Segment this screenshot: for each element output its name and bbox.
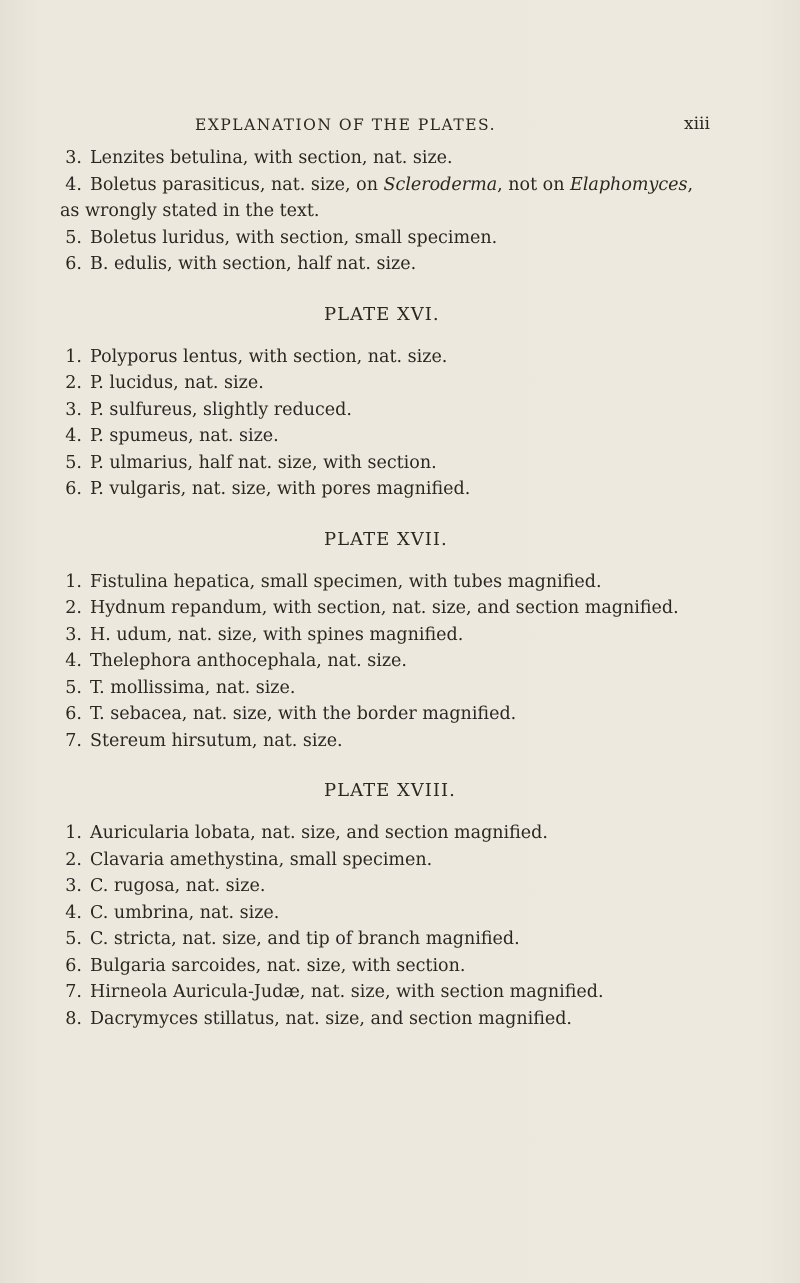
item-number: 5. xyxy=(65,452,82,473)
list-item xyxy=(0,172,800,199)
item-text-italic: Elaphomyces xyxy=(570,174,688,195)
item-text: Clavaria amethystina, small specimen. xyxy=(90,849,433,870)
item-number: 1. xyxy=(65,346,82,367)
item-text-pre: Boletus parasiticus, nat. size, on xyxy=(90,174,384,195)
item-text: Lenzites betulina, with section, nat. size. xyxy=(90,148,453,168)
list-item xyxy=(0,873,800,900)
item-number: 6. xyxy=(65,955,82,976)
item-number: 6. xyxy=(65,254,82,274)
list-item xyxy=(0,953,800,980)
item-text: P. ulmarius, half nat. size, with section. xyxy=(90,452,437,473)
item-text: Fistulina hepatica, small specimen, with tubes magnified. xyxy=(90,571,602,592)
item-text-mid: , not on xyxy=(497,174,571,195)
item-text: Bulgaria sarcoides, nat. size, with section. xyxy=(90,955,466,976)
list-item xyxy=(0,370,800,397)
item-text: P. lucidus, nat. size. xyxy=(90,373,264,393)
item-text: C. rugosa, nat. size. xyxy=(90,876,266,896)
list-item xyxy=(0,622,800,649)
list-item xyxy=(0,344,800,371)
plate-heading: PLATE XVI. xyxy=(324,303,440,325)
item-number: 2. xyxy=(65,373,82,393)
item-number: 5. xyxy=(65,929,82,949)
item-number: 2. xyxy=(65,598,82,618)
item-number: 4. xyxy=(65,426,82,446)
item-text-italic: Scleroderma xyxy=(383,174,498,195)
item-number: 7. xyxy=(65,982,82,1002)
item-number: 3. xyxy=(65,624,82,645)
item-number: 2. xyxy=(65,849,82,870)
list-item xyxy=(0,701,800,728)
item-text: Stereum hirsutum, nat. size. xyxy=(90,730,343,751)
list-item xyxy=(0,1006,800,1033)
section-plate-xvii xyxy=(0,527,800,755)
item-number: 8. xyxy=(65,1008,82,1029)
item-number: 6. xyxy=(65,704,82,724)
running-header xyxy=(0,116,800,140)
list-item xyxy=(0,847,800,874)
plate-heading: PLATE XVII. xyxy=(324,528,448,550)
item-number: 4. xyxy=(65,902,82,923)
item-text: H. udum, nat. size, with spines magnified. xyxy=(90,624,464,645)
list-item xyxy=(0,675,800,702)
list-item xyxy=(0,423,800,450)
list-item xyxy=(0,900,800,927)
item-number: 5. xyxy=(65,227,82,248)
running-title: EXPLANATION OF THE PLATES. xyxy=(195,116,497,134)
item-number: 6. xyxy=(65,479,82,499)
item-number: 5. xyxy=(65,677,82,698)
page-number: xiii xyxy=(684,114,710,134)
list-item xyxy=(0,648,800,675)
item-text: Auricularia lobata, nat. size, and section magnified. xyxy=(90,823,548,843)
list-item xyxy=(0,979,800,1006)
list-item xyxy=(0,476,800,503)
section-plate-xvi xyxy=(0,302,800,503)
item-number: 3. xyxy=(65,399,82,420)
item-text: as wrongly stated in the text. xyxy=(60,201,320,221)
item-text: P. sulfureus, slightly reduced. xyxy=(90,399,352,420)
item-text: C. umbrina, nat. size. xyxy=(90,902,280,923)
item-text: Dacrymyces stillatus, nat. size, and section magnified. xyxy=(90,1008,572,1029)
item-text: T. sebacea, nat. size, with the border magnified. xyxy=(90,704,517,724)
section-continued xyxy=(0,145,800,278)
item-text: C. stricta, nat. size, and tip of branch magnified. xyxy=(90,929,520,949)
item-text: P. spumeus, nat. size. xyxy=(90,426,279,446)
list-item xyxy=(0,450,800,477)
list-item xyxy=(0,251,800,278)
item-text: P. vulgaris, nat. size, with pores magnified. xyxy=(90,479,471,499)
list-item xyxy=(0,569,800,596)
item-text: Polyporus lentus, with section, nat. size. xyxy=(90,346,448,367)
item-number: 7. xyxy=(65,730,82,751)
list-item xyxy=(0,595,800,622)
list-item xyxy=(0,397,800,424)
item-number: 4. xyxy=(65,651,82,671)
item-number: 1. xyxy=(65,823,82,843)
list-item-continuation xyxy=(0,198,800,225)
item-text: Hirneola Auricula-Judæ, nat. size, with section magnified. xyxy=(90,982,604,1002)
item-text: Hydnum repandum, with section, nat. size, and section magnified. xyxy=(90,598,679,618)
item-text: Boletus luridus, with section, small specimen. xyxy=(90,227,498,248)
item-text: B. edulis, with section, half nat. size. xyxy=(90,254,417,274)
item-number: 3. xyxy=(65,876,82,896)
list-item xyxy=(0,225,800,252)
item-number: 3. xyxy=(65,148,82,168)
item-text-post: , xyxy=(687,174,694,195)
list-item xyxy=(0,820,800,847)
item-number: 4. xyxy=(65,174,82,195)
item-number: 1. xyxy=(65,571,82,592)
item-text: T. mollissima, nat. size. xyxy=(90,677,296,698)
item-text: Thelephora anthocephala, nat. size. xyxy=(90,651,407,671)
section-plate-xviii xyxy=(0,778,800,1032)
plate-heading: PLATE XVIII. xyxy=(324,780,456,801)
list-item xyxy=(0,145,800,172)
list-item xyxy=(0,926,800,953)
list-item xyxy=(0,728,800,755)
plate-explanations xyxy=(0,145,800,1032)
